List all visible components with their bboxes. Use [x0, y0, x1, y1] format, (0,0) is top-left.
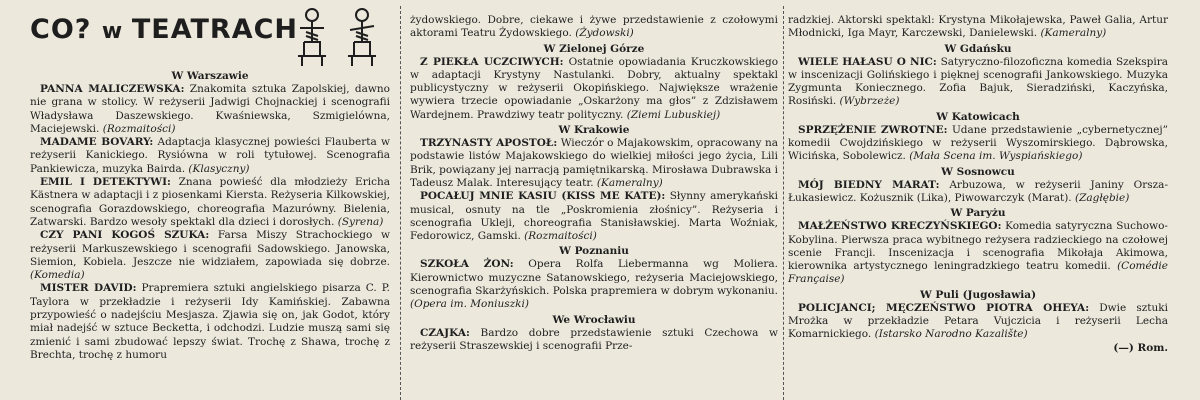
listing-venue: (Rozmaitości): [102, 122, 176, 135]
listing-venue: (Komedia): [30, 269, 85, 282]
theatre-listing: [30, 136, 390, 176]
column-2: [410, 14, 778, 353]
title-part: CO?: [30, 14, 102, 45]
theatre-listing: [30, 229, 390, 282]
theatre-listing: [410, 137, 778, 190]
theatre-listing: [30, 282, 390, 362]
city-heading: We Wrocławiu: [552, 313, 636, 326]
theatre-figures-illustration: [290, 6, 390, 68]
theatre-listing: [410, 190, 778, 243]
listing-title: SPRZĘŻENIE ZWROTNE:: [798, 123, 948, 136]
theatre-listing: [410, 327, 778, 354]
column-divider: [783, 6, 785, 400]
listing-venue: (Istarsko Narodno Kazalište): [874, 328, 1028, 341]
listing-venue: (Klasyczny): [188, 162, 250, 175]
listing-venue: (Wybrzeże): [839, 95, 900, 108]
listing-venue: (Żydowski): [575, 27, 634, 40]
theatre-listing: [788, 302, 1168, 342]
theatre-listing: [410, 258, 778, 311]
listing-title: MISTER DAVID:: [40, 282, 137, 295]
listing-description: Komedia satyryczna Suchowo-Kobylina. Pierwsza praca wybitnego reżysera radzieckiego na czołowej scenie Francji. Inscenizacja i scenografia Mikołaja Akimowa, kierownika artystycznego leningradzkiego teatru komedii.: [788, 220, 1168, 273]
listing-description: Znana powieść dla młodzieży Ericha Kästnera w adaptacji i z piosenkami Kiersta. Reżyseria Kilkowskiej, scenografia Gorazdowskiego, choreografia Mazurówny. Bielenia, Zatwarski. Bardzo wesoły spektakl dla dzieci i dorosłych.: [30, 176, 390, 228]
listing-venue: (Ziemi Lubuskiej): [626, 108, 721, 121]
listing-description: Arbuzowa, w reżyserii Janiny Orsza-Łukasiewicz. Kożusznik (Lika), Piwowarczyk (Marat).: [788, 178, 1168, 204]
theatre-listing: [788, 220, 1168, 286]
city-heading: W Katowicach: [936, 110, 1020, 123]
section-title: [30, 14, 298, 45]
listing-description: Prapremiera sztuki angielskiego pisarza C. P. Taylora w przekładzie i reżyserii Idy Kamińskiej. Zabawna przypowieść o nadejściu Mesjasza. Zjawia się on, jak Godot, który miał nadejść w sztuce Becketta, i odchodzi. Ludzie muszą sami się zmienić i sami zbudować lepszy świat. Trochę z Shawa, trochę z Brechta, trochę z humoru: [30, 282, 390, 361]
theatre-listing: [30, 176, 390, 229]
author-signature: (—) Rom.: [1113, 341, 1168, 354]
listing-title: PANNA MALICZEWSKA:: [40, 83, 185, 95]
column-1: [30, 6, 390, 362]
listing-title: Z PIEKŁA UCZCIWYCH:: [420, 55, 564, 68]
listing-description: Udane przedstawienie „cybernetycznej” komedii Cwojdzińskiego w reżyserii Wyszomirskiego. Dąbrowska, Wicińska, Sobolewicz.: [788, 123, 1168, 163]
city-heading: W Gdańsku: [944, 42, 1012, 55]
column-divider: [400, 6, 402, 400]
theatre-listing: [788, 56, 1168, 109]
column-3: [788, 14, 1168, 355]
section-header: [30, 6, 390, 68]
listing-venue: (Zagłębie): [1074, 191, 1130, 204]
listing-title: POCAŁUJ MNIE KASIU (KISS ME KATE):: [420, 190, 666, 203]
listing-description: Bardzo dobre przedstawienie sztuki Czechowa w reżyserii Straszewskiej i scenografii Prze-: [410, 326, 778, 352]
listing-title: CZY PANI KOGOŚ SZUKA:: [40, 229, 210, 242]
listing-description: Ostatnie opowiadania Kruczkowskiego w adaptacji Krystyny Nastulanki. Dobry, aktualny spektakl publicystyczny w reżyserii Okopińskiego. Największe wrażenie wywiera trzecie opowiadanie „Oskarżony ma głos” z Zdzisławem Wardejnem. Prawdziwy teatr polityczny.: [410, 55, 778, 121]
listing-title: CZAJKA:: [420, 326, 470, 339]
listing-title: MAŁŻEŃSTWO KRECZYŃSKIEGO:: [798, 220, 1002, 233]
listing-title: MADAME BOVARY:: [40, 136, 154, 149]
listing-title: TRZYNASTY APOSTOŁ:: [420, 137, 558, 150]
listing-title: WIELE HAŁASU O NIC:: [798, 55, 937, 68]
listing-title: POLICJANCI; MĘCZEŃSTWO PIOTRA OHEYA:: [798, 301, 1090, 314]
city-heading: W Sosnowcu: [941, 165, 1015, 178]
listing-title: EMIL I DETEKTYWI:: [40, 176, 171, 189]
theatre-listing: [30, 83, 390, 136]
title-part: TEATRACH: [131, 14, 299, 45]
listing-description: Farsa Miszy Strachockiego w reżyserii Markuszewskiego i scenografii Sadowskiego. Janowska, Siemion, Kobiela. Jeszcze nie widziałem, zapowiada się dobrze.: [30, 229, 390, 268]
listing-description: Znakomita sztuka Zapolskiej, dawno nie grana w stolicy. W reżyserii Jadwigi Chojnackiej i scenografii Władysława Daszewskiego. Kwaśniewska, Szmigielówna, Maciejewski.: [30, 83, 390, 135]
continued-listing: [788, 14, 1168, 41]
listing-description: żydowskiego. Dobre, ciekawe i żywe przedstawienie z czołowymi aktorami Teatru Żydowskiego.: [410, 14, 778, 40]
city-heading: W Paryżu: [950, 207, 1006, 220]
title-part: w: [101, 19, 132, 44]
listing-venue: (Opera im. Moniuszki): [410, 298, 529, 311]
listing-venue: (Kameralny): [1040, 27, 1107, 40]
listing-venue: (Syrena): [337, 215, 384, 228]
theatre-listing: [410, 56, 778, 122]
listing-description: Wieczór o Majakowskim, opracowany na podstawie listów Majakowskiego do wielkiej miłości jego życia, Lili Brik, powiązany jej narracją pamiętnikarską. Mirosława Dubrawska i Tadeusz Malak. Interesujący teatr.: [410, 137, 778, 189]
city-heading: W Krakowie: [558, 124, 630, 137]
theatre-listing: [788, 124, 1168, 164]
listing-venue: (Comédie Française): [788, 260, 1168, 286]
city-heading: W Puli (Jugosławia): [919, 288, 1037, 301]
listing-title: SZKOŁA ŻON:: [420, 258, 514, 271]
continued-listing: [410, 14, 778, 41]
listing-venue: (Rozmaitości): [524, 230, 597, 243]
listing-description: Adaptacja klasycznej powieści Flauberta w reżyserii Kanickiego. Rysiówna w roli tytułowej. Scenografia Pankiewicza, muzyka Bairda.: [30, 136, 390, 175]
listing-description: Satyryczno-filozoficzna komedia Szekspira w inscenizacji Golińskiego i pięknej scenografii Jankowskiego. Muzyka Zygmunta Koniecznego. Zofia Bajuk, Sieradziński, Kaczyńska, Rosiński.: [788, 55, 1168, 108]
theatre-listing: [788, 179, 1168, 206]
listing-description: Dwie sztuki Mrożka w przekładzie Petara Vujczicia i reżyserii Lecha Komarnickiego.: [788, 301, 1168, 341]
city-heading: W Zielonej Górze: [543, 42, 645, 55]
city-heading: W Warszawie: [171, 70, 249, 82]
listing-venue: (Mała Scena im. Wyspiańskiego): [909, 150, 1083, 163]
city-heading: W Poznaniu: [559, 245, 629, 258]
listing-description: Słynny amerykański musical, osnuty na tle „Poskromienia złośnicy”. Reżyseria i scenografia Ukleji, choreografia Stanisławskiej. Marta Woźniak, Fedorowicz, Gamski.: [410, 190, 778, 243]
listing-venue: (Kameralny): [596, 176, 663, 189]
listing-description: radzkiej. Aktorski spektakl: Krystyna Mikołajewska, Paweł Galia, Artur Młodnicki, Iga Mayr, Karczewski, Danielewski.: [788, 14, 1168, 40]
listing-title: MÓJ BIEDNY MARAT:: [798, 178, 940, 191]
listing-description: Opera Rolfa Liebermanna wg Moliera. Kierownictwo muzyczne Satanowskiego, reżyseria Maciejowskiego, scenografia Skarżyńskich. Polska prapremiera w dobrym wykonaniu.: [410, 258, 778, 298]
